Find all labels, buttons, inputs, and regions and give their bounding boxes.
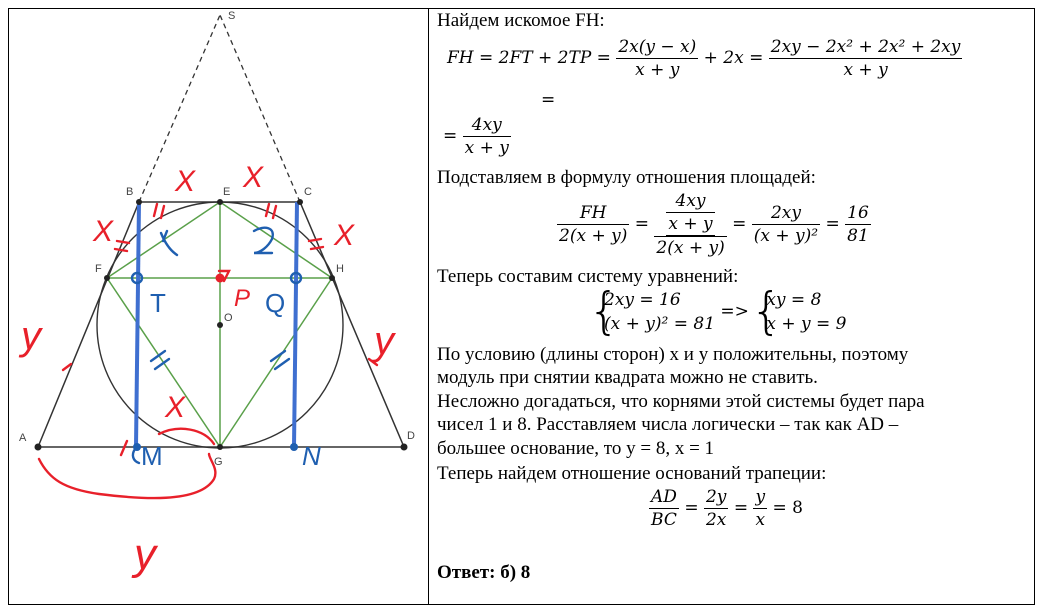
tick-right-side (309, 239, 323, 249)
line-cn (294, 202, 297, 447)
arc-ag (39, 454, 215, 498)
paragraph-line-2: модуль при снятии квадрата можно не ставить. (437, 367, 818, 388)
hand-2-left (161, 231, 177, 255)
hand-n: N (302, 441, 321, 471)
hand-q: Q (265, 288, 286, 318)
tick-bx (154, 204, 164, 218)
eq1-frac2: $\frac{\text{2xy − 2x² + 2x² + 2xy}}{x + y}$ (770, 37, 961, 80)
bases-ratio-line: Теперь найдем отношение оснований трапеции: (437, 463, 827, 484)
system-intro-line: Теперь составим систему уравнений: (437, 266, 739, 287)
tick-left-side (115, 241, 129, 251)
paragraph-line-3: Несложно догадаться, что корнями этой системы будет пара (437, 391, 925, 412)
label-e: E (223, 186, 231, 198)
hand-y-bottom: y (134, 530, 156, 579)
label-h: H (336, 263, 344, 275)
hand-y-right: y (374, 319, 394, 363)
eq1-lhs: FH = 2FT + 2TP = (447, 48, 611, 68)
solution-text (437, 10, 1029, 600)
eq1-frac1: $\frac{2x(y - x)}{x + y}$ (618, 37, 697, 80)
mark-m (133, 449, 139, 463)
area-ratio-line: Подставляем в формулу отношения площадей: (437, 167, 816, 188)
line-bm (136, 202, 139, 447)
geometry-figure (9, 9, 428, 604)
blue-strokes (132, 228, 301, 463)
red-annotations (18, 161, 397, 579)
label-f: F (95, 263, 102, 275)
paragraph-line-1: По условию (длины сторон) x и y положительны, поэтому (437, 344, 909, 365)
tick-cx (266, 204, 276, 218)
hand-m: M (141, 441, 163, 471)
equation-fh-result: = $\frac{4xy}{x + y}$ (443, 115, 509, 158)
point-p-red (216, 274, 225, 283)
column-divider (428, 8, 429, 605)
point-m-blue (133, 443, 141, 451)
hand-p: P (234, 285, 251, 312)
figure-svg (9, 9, 428, 604)
label-d: D (407, 430, 415, 442)
label-c: C (304, 186, 312, 198)
paragraph-line-5: большее основание, то y = 8, x = 1 (437, 438, 715, 459)
hand-x-top-right: X (243, 161, 264, 194)
point-labels (19, 10, 415, 468)
hand-x-top-left: X (175, 165, 196, 198)
equation-system: { 2xy = 16 (x + y)² = 81 => { xy = 8 x + y = 9 (588, 282, 847, 340)
equation-bases: $\frac{AD}{BC}$ = $\frac{2y}{2x}$ = $\frac{y}{x}$ = 8 (651, 487, 803, 530)
label-b: B (126, 186, 134, 198)
paragraph-line-4: чисел 1 и 8. Расставляем числа логически – так как AD – (437, 414, 899, 435)
hand-y-left: y (21, 314, 41, 358)
label-a: A (19, 432, 27, 444)
equation-fh (447, 36, 962, 81)
answer-line: Ответ: б) 8 (437, 562, 531, 583)
equation-area-ratio: $\frac{FH}{2(x + y)}$ = $\frac{\frac{4xy}{x + y}}{2(x + y)}$ = $\frac{2xy}{\text{(x + y)²}}$ = $\frac{16}{81}$ (559, 191, 869, 258)
hand-x-bottom: X (165, 391, 186, 424)
point-n-blue (290, 443, 298, 451)
hand-x-side-left: X (93, 215, 114, 248)
intro-line: Найдем искомое FH: (437, 10, 605, 31)
eq-sign-line: = (541, 90, 556, 110)
eq1-mid: + 2x = (703, 48, 764, 68)
label-g: G (214, 456, 223, 468)
label-o: O (224, 312, 233, 324)
label-s: S (228, 10, 236, 22)
hand-t: T (150, 288, 166, 318)
red-strokes (39, 204, 377, 498)
hand-x-side-right: X (334, 219, 355, 252)
tick-am (121, 441, 127, 455)
